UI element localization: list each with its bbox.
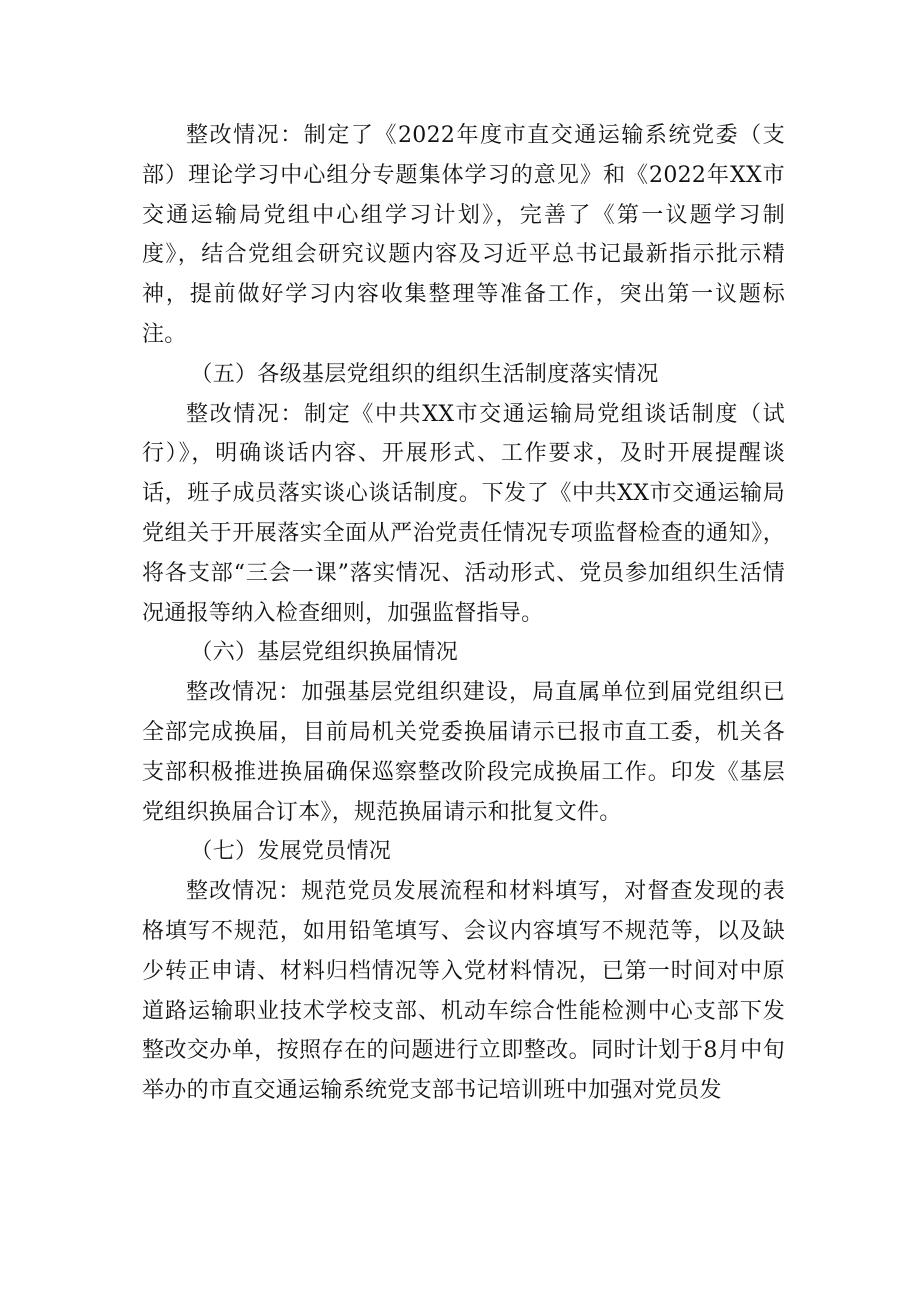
section-heading-7: （七）发展党员情况 [190, 839, 392, 865]
paragraph-study-system: 整改情况：制定了《2022年度市直交通运输系统党委（支部）理论学习中心组分专题集体学习的意见》和《2022年XX市交通运输局党组中心组学习计划》，完善了《第一议题学习制度》，结合党组会研究议题内容及习近平总书记最新指示批示精神，提前做好学习内容收集整理等准备工作，突出第一议题标注。 [142, 123, 785, 347]
paragraph-member-development: 整改情况：规范党员发展流程和材料填写，对督查发现的表格填写不规范，如用铅笔填写、会议内容填写不规范等，以及缺少转正申请、材料归档情况等入党材料情况，已第一时间对中原道路运输职业技术学校支部、机动车综合性能检测中心支部下发整改交办单，按照存在的问题进行立即整改。同时计划于8月中旬举办的市直交通运输系统党支部书记培训班中加强对党员发 [142, 879, 785, 1104]
paragraph-reelection: 整改情况：加强基层党组织建设，局直属单位到届党组织已全部完成换届，目前局机关党委换届请示已报市直工委，机关各支部积极推进换届确保巡察整改阶段完成换届工作。印发《基层党组织换届合订本》，规范换届请示和批复文件。 [142, 680, 785, 825]
paragraph-organizational-life: 整改情况：制定《中共XX市交通运输局党组谈话制度（试行）》，明确谈话内容、开展形式、工作要求，及时开展提醒谈话，班子成员落实谈心谈话制度。下发了《中共XX市交通运输局党组关于开展落实全面从严治党责任情况专项监督检查的通知》，将各支部“三会一课”落实情况、活动形式、党员参加组织生活情况通报等纳入检查细则，加强监督指导。 [142, 401, 785, 626]
section-heading-6: （六）基层党组织换届情况 [190, 640, 458, 666]
section-heading-5: （五）各级基层党组织的组织生活制度落实情况 [190, 361, 659, 387]
document-page [142, 116, 785, 1111]
